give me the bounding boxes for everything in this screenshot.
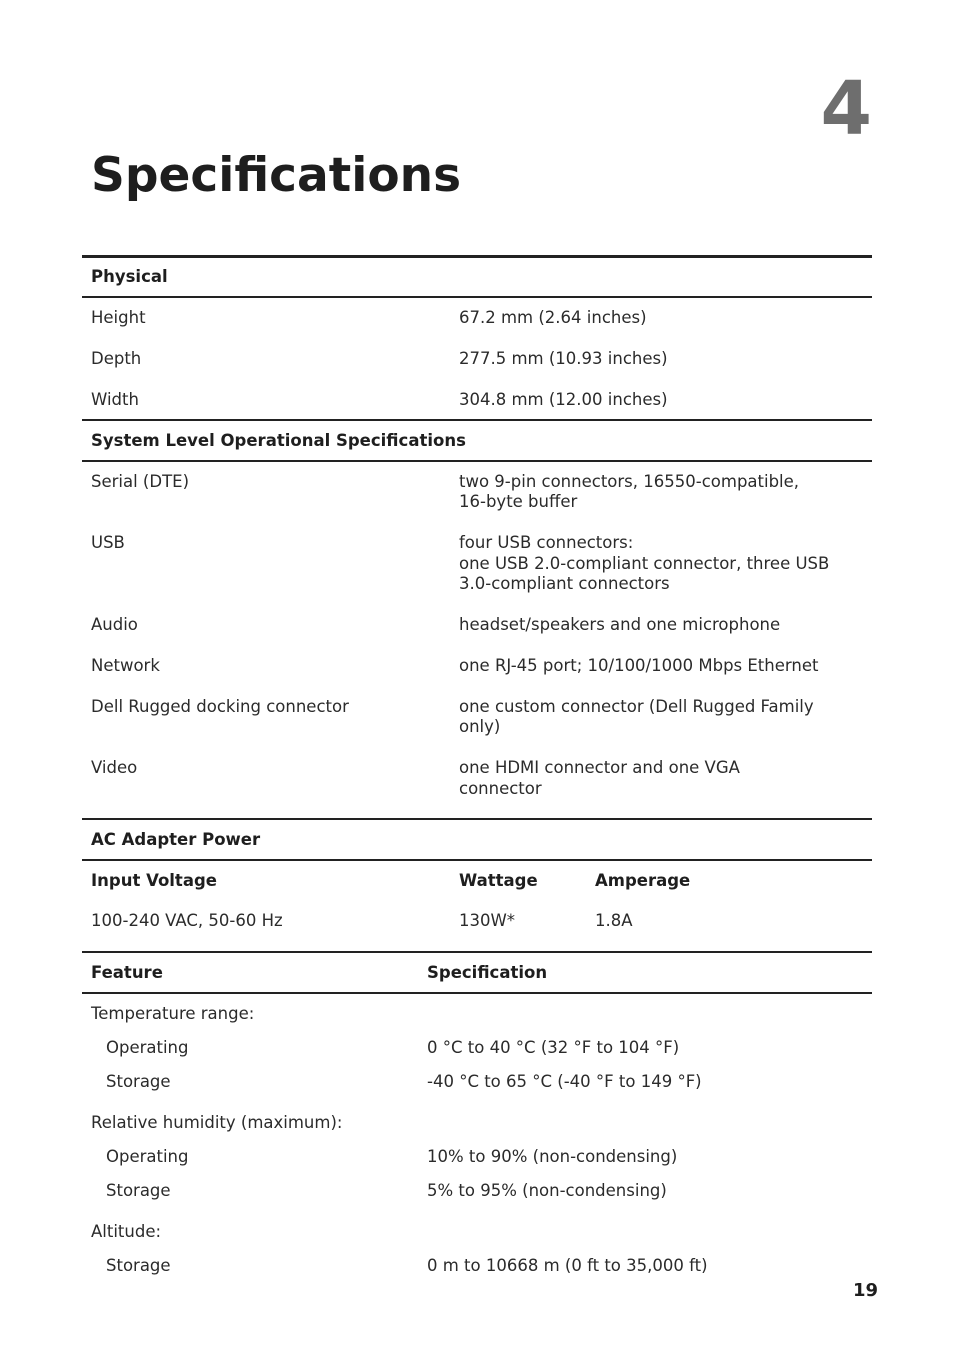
- spec-value-height: 67.2 mm (2.64 inches): [459, 308, 647, 327]
- spec-value-width: 304.8 mm (12.00 inches): [459, 390, 668, 409]
- section-rule: [82, 419, 872, 421]
- spec-value-usb-line3: 3.0-compliant connectors: [459, 574, 670, 593]
- spec-label-depth: Depth: [91, 349, 142, 368]
- spec-value-network: one RJ-45 port; 10/100/1000 Mbps Ethernet: [459, 656, 819, 675]
- spec-label-height: Height: [91, 308, 146, 327]
- table-top-rule: [82, 255, 872, 258]
- spec-label-docking: Dell Rugged docking connector: [91, 697, 349, 716]
- section-heading-system: System Level Operational Specifications: [91, 431, 466, 450]
- column-header-feature: Feature: [91, 963, 163, 982]
- spec-value-docking-line2: only): [459, 717, 501, 736]
- feature-item-label: Storage: [106, 1256, 171, 1275]
- page-number: 19: [853, 1280, 879, 1301]
- spec-value-serial-line1: two 9-pin connectors, 16550-compatible,: [459, 472, 800, 491]
- spec-value-depth: 277.5 mm (10.93 inches): [459, 349, 668, 368]
- section-rule: [82, 818, 872, 820]
- spec-value-docking-line1: one custom connector (Dell Rugged Family: [459, 697, 814, 716]
- section-heading-ac-adapter: AC Adapter Power: [91, 830, 261, 849]
- feature-item-value: -40 °C to 65 °C (-40 °F to 149 °F): [427, 1072, 702, 1091]
- feature-item-value: 0 m to 10668 m (0 ft to 35,000 ft): [427, 1256, 708, 1275]
- spec-value-video-line1: one HDMI connector and one VGA: [459, 758, 740, 777]
- section-heading-physical: Physical: [91, 267, 168, 286]
- spec-label-network: Network: [91, 656, 160, 675]
- section-rule: [82, 992, 872, 994]
- feature-item-value: 10% to 90% (non-condensing): [427, 1147, 678, 1166]
- spec-value-audio: headset/speakers and one microphone: [459, 615, 781, 634]
- spec-label-width: Width: [91, 390, 139, 409]
- section-rule: [82, 460, 872, 462]
- ac-input-voltage-value: 100-240 VAC, 50-60 Hz: [91, 911, 283, 930]
- feature-group-altitude: Altitude:: [91, 1222, 162, 1241]
- section-rule: [82, 296, 872, 298]
- section-rule: [82, 951, 872, 953]
- spec-value-usb-line2: one USB 2.0-compliant connector, three USB: [459, 554, 830, 573]
- column-header-input-voltage: Input Voltage: [91, 871, 217, 890]
- feature-group-temperature: Temperature range:: [91, 1004, 255, 1023]
- column-header-amperage: Amperage: [595, 871, 691, 890]
- spec-label-serial: Serial (DTE): [91, 472, 190, 491]
- spec-label-audio: Audio: [91, 615, 138, 634]
- feature-item-value: 0 °C to 40 °C (32 °F to 104 °F): [427, 1038, 680, 1057]
- column-header-specification: Specification: [427, 963, 548, 982]
- feature-item-label: Operating: [106, 1038, 189, 1057]
- feature-item-label: Operating: [106, 1147, 189, 1166]
- ac-amperage-value: 1.8A: [595, 911, 633, 930]
- feature-item-label: Storage: [106, 1181, 171, 1200]
- spec-label-video: Video: [91, 758, 138, 777]
- feature-item-label: Storage: [106, 1072, 171, 1091]
- feature-group-humidity: Relative humidity (maximum):: [91, 1113, 343, 1132]
- feature-item-value: 5% to 95% (non-condensing): [427, 1181, 667, 1200]
- column-header-wattage: Wattage: [459, 871, 538, 890]
- section-rule: [82, 859, 872, 861]
- spec-value-usb-line1: four USB connectors:: [459, 533, 634, 552]
- page-title: Specifications: [91, 148, 462, 203]
- ac-wattage-value: 130W*: [459, 911, 516, 930]
- spec-label-usb: USB: [91, 533, 125, 552]
- chapter-number: 4: [820, 66, 872, 152]
- spec-value-serial-line2: 16-byte buffer: [459, 492, 578, 511]
- spec-value-video-line2: connector: [459, 779, 542, 798]
